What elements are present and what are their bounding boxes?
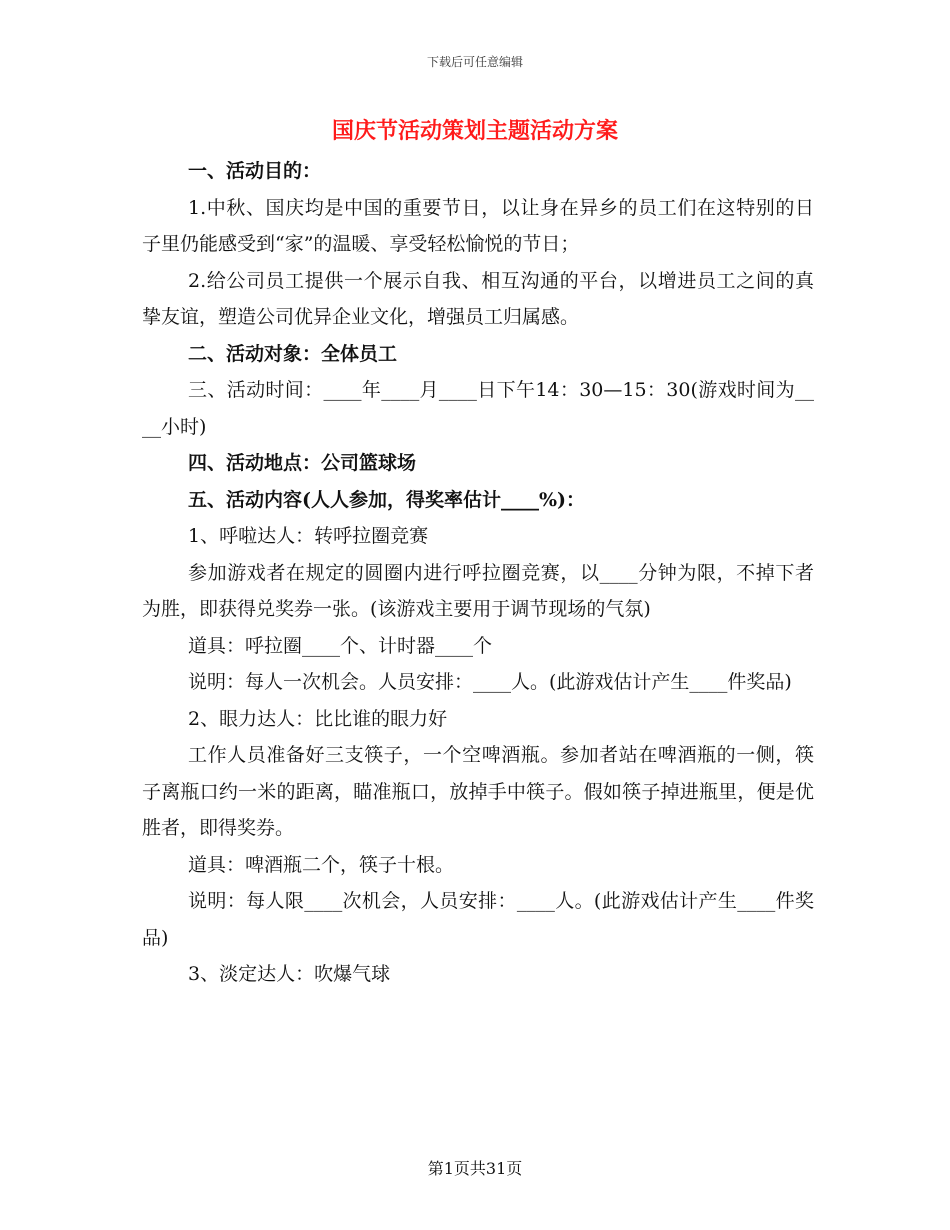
section-heading-purpose: 一、活动目的： xyxy=(188,160,322,182)
paragraph-note: 说明：每人一次机会。人员安排：____人。(此游戏估计产生____件奖品) xyxy=(188,671,792,693)
paragraph: 2.给公司员工提供一个展示自我、相互沟通的平台，以增进员工之间的真挚友谊，塑造公司优异企业文化，增强员工归属感。 xyxy=(142,269,814,328)
game-heading-3: 3、淡定达人：吹爆气球 xyxy=(188,963,391,985)
paragraph-props: 道具：呼拉圈____个、计时器____个 xyxy=(188,634,493,657)
section-heading-content: 五、活动内容(人人参加，得奖率估计____%)： xyxy=(188,488,586,511)
section-heading-location: 四、活动地点：公司篮球场 xyxy=(188,452,417,474)
paragraph-time: 三、活动时间：____年____月____日下午14：30—15：30(游戏时间为____小时) xyxy=(142,379,814,438)
paragraph: 工作人员准备好三支筷子，一个空啤酒瓶。参加者站在啤酒瓶的一侧，筷子离瓶口约一米的距离，瞄准瓶口，放掉手中筷子。假如筷子掉进瓶里，便是优胜者，即得奖券。 xyxy=(142,744,814,839)
page-footer: 第1页共31页 xyxy=(427,1159,523,1178)
game-heading-2: 2、眼力达人：比比谁的眼力好 xyxy=(188,707,448,730)
document-title: 国庆节活动策划主题活动方案 xyxy=(331,118,618,144)
game-heading-1: 1、呼啦达人：转呼拉圈竞赛 xyxy=(188,525,429,547)
paragraph: 1.中秋、国庆均是中国的重要节日，以让身在异乡的员工们在这特别的日子里仍能感受到“家”的温暖、享受轻松愉悦的节日； xyxy=(142,196,814,255)
page-header: 下载后可任意编辑 xyxy=(426,55,523,69)
document-body xyxy=(142,153,814,993)
paragraph-props: 道具：啤酒瓶二个，筷子十根。 xyxy=(188,853,455,876)
paragraph: 参加游戏者在规定的圆圈内进行呼拉圈竞赛，以____分钟为限，不掉下者为胜，即获得兑奖券一张。(该游戏主要用于调节现场的气氛) xyxy=(142,561,814,620)
paragraph-note: 说明：每人限____次机会，人员安排：____人。(此游戏估计产生____件奖品) xyxy=(142,890,814,949)
section-heading-audience: 二、活动对象：全体员工 xyxy=(188,342,398,365)
